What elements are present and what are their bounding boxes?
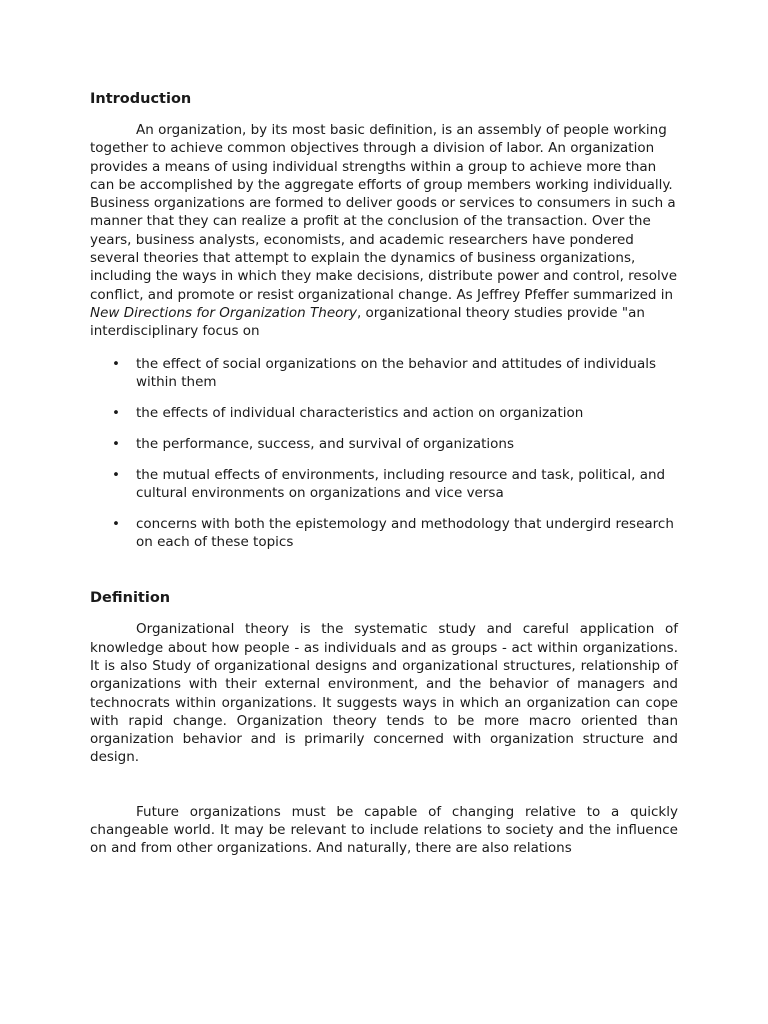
document-page (90, 88, 678, 858)
introduction-text-end: , organizational theory studies provide "an interdisciplinary focus on (90, 304, 645, 340)
bullet-icon: • (112, 435, 120, 452)
introduction-heading: Introduction (90, 91, 192, 107)
focus-list (90, 355, 678, 552)
list-item-text: the mutual effects of environments, including resource and task, political, and cultural environments on organizations and vice versa (136, 466, 666, 501)
list-item (90, 515, 678, 552)
future-paragraph: Future organizations must be capable of changing relative to a quickly changeable world. It may be relevant to include relations to society and the influence on and from other organizations. And naturally, there are also relations (90, 803, 678, 857)
list-item-text: the performance, success, and survival of organizations (136, 435, 515, 452)
list-item (90, 355, 678, 392)
list-item (90, 435, 678, 453)
bullet-icon: • (112, 355, 120, 372)
definition-heading: Definition (90, 590, 171, 607)
list-item (90, 466, 678, 503)
introduction-paragraph (90, 121, 678, 341)
list-item-text: the effects of individual characteristics and action on organization (136, 404, 584, 421)
introduction-text: An organization, by its most basic definition, is an assembly of people working together to achieve common objectives through a division of labor. An organization provides a means of using individual strengths within a group to achieve more than can be accomplished by the aggregate efforts of group members working individually. Business organizations are formed to deliver goods or services to consumers in such a manner that they can realize a profit at the conclusion of the transaction. Over the years, business analysts, economists, and academic researchers have pondered several theories that attempt to explain the dynamics of business organizations, including the ways in which they make decisions, distribute power and control, resolve conflict, and promote or resist organizational change. As Jeffrey Pfeffer summarized in (90, 122, 678, 303)
definition-paragraph: Organizational theory is the systematic study and careful application of knowledge about how people - as individuals and as groups - act within organizations. It is also Study of organizational designs and organizational structures, relationship of organizations with their external environment, and the behavior of managers and technocrats within organizations. It suggests ways in which an organization can cope with rapid change. Organization theory tends to be more macro oriented than organization behavior and is primarily concerned with organization structure and design. (90, 621, 678, 766)
list-item-text: the effect of social organizations on the behavior and attitudes of individuals within them (136, 355, 657, 390)
bullet-icon: • (112, 515, 120, 532)
bullet-icon: • (112, 404, 120, 421)
book-title: New Directions for Organization Theory (90, 304, 357, 321)
list-item (90, 404, 678, 422)
list-item-text: concerns with both the epistemology and methodology that undergird research on each of these topics (136, 515, 674, 551)
bullet-icon: • (112, 466, 120, 483)
